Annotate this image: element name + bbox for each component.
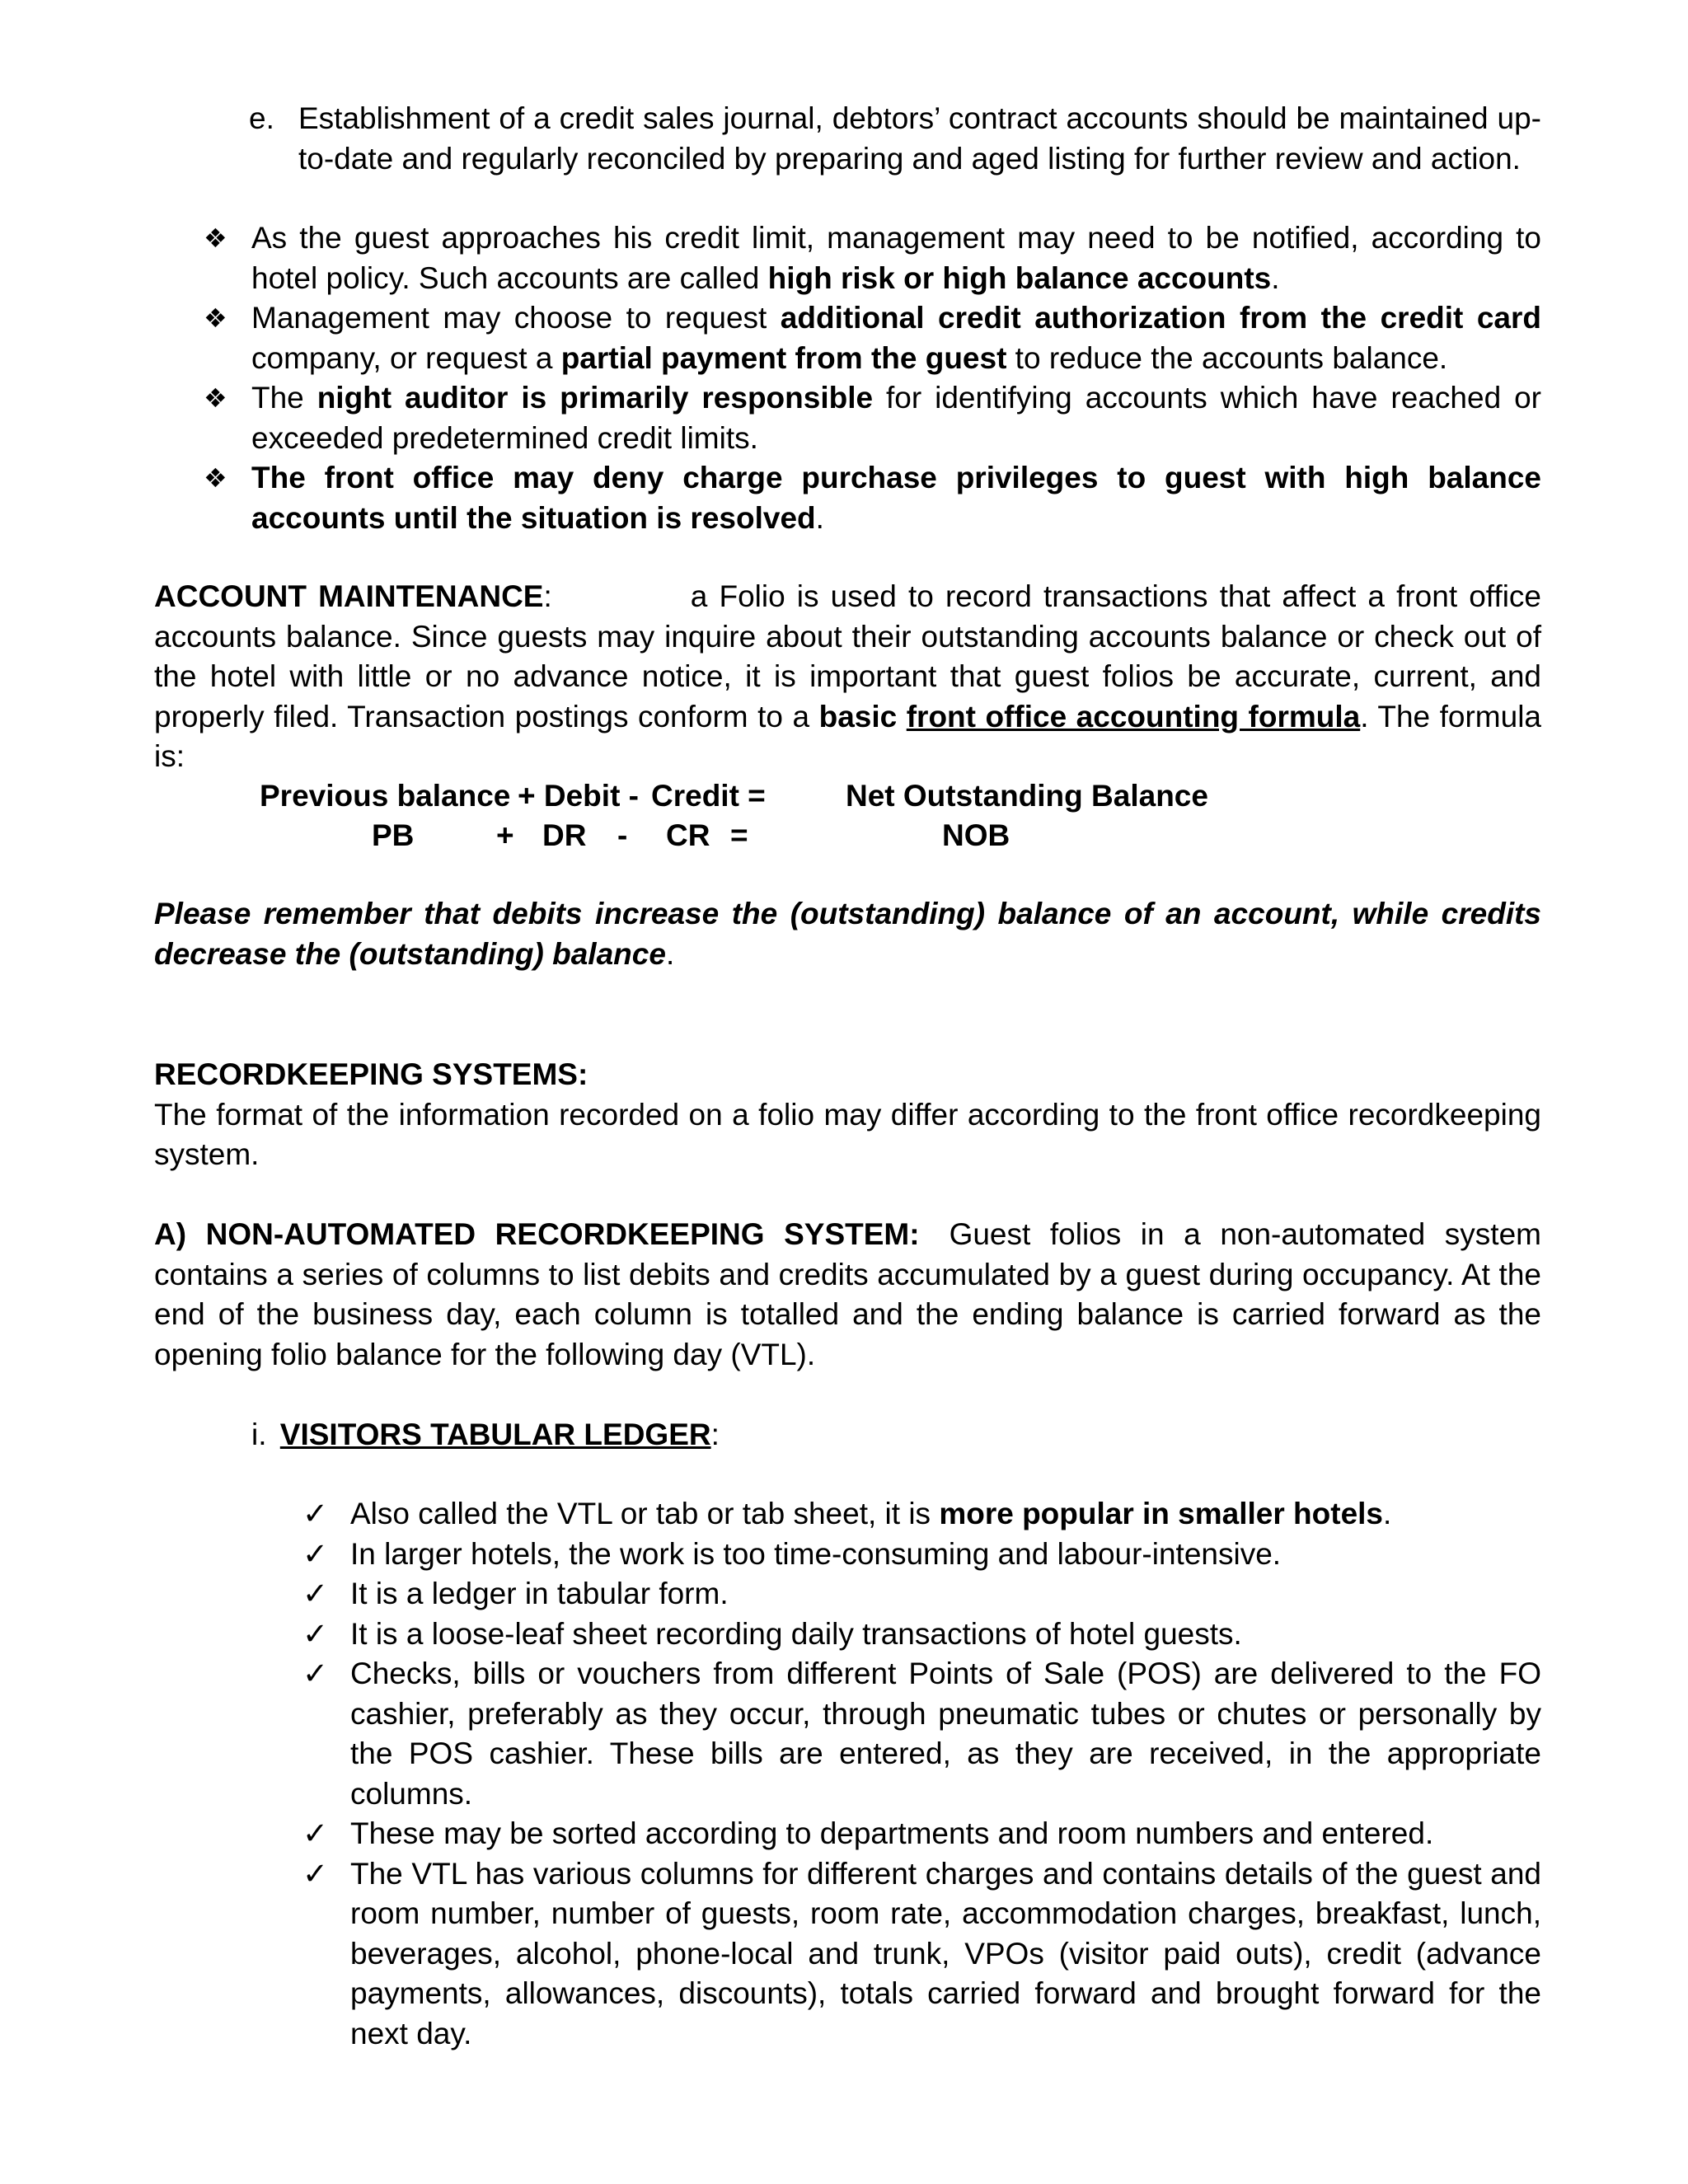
formula-term: = xyxy=(730,818,748,852)
formula-result: NOB xyxy=(942,818,1010,852)
section-text: The format of the information recorded on a folio may differ according to the front office recordkeeping system. xyxy=(154,1097,1541,1171)
list-item: ✓ The VTL has various columns for different charges and contains details of the guest and room number, number of guests, room rate, accommodation charges, breakfast, lunch, beverages, alcohol, phone-local and trunk, VPOs (visitor paid outs), credit (advance payments, allowances, discounts), totals carried forward and brought forward for the next day. xyxy=(350,1854,1541,2055)
bullet-list xyxy=(204,218,1541,538)
account-maintenance-paragraph: ACCOUNT MAINTENANCE: a Folio is used to record transactions that affect a front office accounts balance. Since guests may inquire about their outstanding accounts balance or check out of the hotel with little or no advance notice, it is important that guest folios be accurate, current, and properly filed. Transaction postings conform to a basic front office accounting formula. The formula is: xyxy=(154,579,1541,773)
formula-term: CR xyxy=(666,818,710,852)
formula-term: - xyxy=(617,818,628,852)
list-item: ❖ As the guest approaches his credit limit, management may need to be notified, according to hotel policy. Such accounts are called high risk or high balance accounts. xyxy=(251,218,1541,298)
formula-term: Previous balance xyxy=(260,779,511,813)
list-item: ✓ These may be sorted according to departments and room numbers and entered. xyxy=(350,1814,1541,1854)
check-icon: ✓ xyxy=(302,1816,329,1850)
section-heading: A) NON-AUTOMATED RECORDKEEPING SYSTEM: xyxy=(154,1217,920,1251)
diamond-bullet-icon: ❖ xyxy=(204,383,227,413)
formula-term: + Debit - xyxy=(518,779,639,813)
section-heading: RECORDKEEPING SYSTEMS: xyxy=(154,1057,588,1091)
item-text: Establishment of a credit sales journal, debtors’ contract accounts should be maintained up-to-date and regularly reconciled by preparing and aged listing for further review and action. xyxy=(298,101,1541,176)
formula-term: + xyxy=(496,818,514,852)
check-icon: ✓ xyxy=(302,1616,329,1651)
formula-term: PB xyxy=(372,818,415,852)
check-icon: ✓ xyxy=(302,1577,329,1610)
vtl-subheading: i. VISITORS TABULAR LEDGER: xyxy=(251,1418,720,1451)
non-automated-paragraph: A) NON-AUTOMATED RECORDKEEPING SYSTEM: Guest folios in a non-automated system contains a series of columns to list debits and credits accumulated by a guest during occupancy. At the end of the business day, each column is totalled and the ending balance is carried forward as the opening folio balance for the following day (VTL). xyxy=(154,1217,1541,1371)
list-item: ❖ The night auditor is primarily responsible for identifying accounts which have reached or exceeded predetermined credit limits. xyxy=(251,378,1541,458)
list-item: ❖ The front office may deny charge purchase privileges to guest with high balance accounts until the situation is resolved. xyxy=(251,458,1541,538)
diamond-bullet-icon: ❖ xyxy=(204,223,227,253)
formula-link-text: front office accounting formula xyxy=(906,699,1361,733)
list-item: ❖ Management may choose to request additional credit authorization from the credit card company, or request a partial payment from the guest to reduce the accounts balance. xyxy=(251,298,1541,378)
check-icon: ✓ xyxy=(302,1497,329,1530)
recordkeeping-section xyxy=(154,1055,1541,1175)
remember-note: Please remember that debits increase the (outstanding) balance of an account, while credits decrease the (outstanding) balance. xyxy=(154,897,1541,971)
formula-term: Credit = xyxy=(651,779,766,813)
formula-term: DR xyxy=(542,818,587,852)
section-heading: ACCOUNT MAINTENANCE xyxy=(154,579,544,613)
list-item: ✓ Checks, bills or vouchers from different Points of Sale (POS) are delivered to the FO cashier, preferably as they occur, through pneumatic tubes or chutes or personally by the POS cashier. These bills are entered, as they are received, in the appropriate columns. xyxy=(350,1654,1541,1814)
list-item: ✓ Also called the VTL or tab or tab sheet, it is more popular in smaller hotels. xyxy=(350,1494,1541,1535)
vtl-title: VISITORS TABULAR LEDGER xyxy=(279,1418,711,1451)
list-item: ✓ It is a loose-leaf sheet recording daily transactions of hotel guests. xyxy=(350,1615,1541,1655)
list-item: ✓ It is a ledger in tabular form. xyxy=(350,1574,1541,1615)
diamond-bullet-icon: ❖ xyxy=(204,303,227,333)
diamond-bullet-icon: ❖ xyxy=(204,463,227,493)
check-icon: ✓ xyxy=(302,1536,329,1571)
formula-result: Net Outstanding Balance xyxy=(846,779,1208,813)
list-item: ✓ In larger hotels, the work is too time-consuming and labour-intensive. xyxy=(350,1535,1541,1575)
check-icon: ✓ xyxy=(302,1856,329,1891)
lettered-item-e xyxy=(249,99,1541,179)
item-marker: e. xyxy=(249,101,274,135)
item-marker: i. xyxy=(251,1418,267,1451)
check-list xyxy=(302,1494,1541,2054)
check-icon: ✓ xyxy=(302,1657,329,1690)
